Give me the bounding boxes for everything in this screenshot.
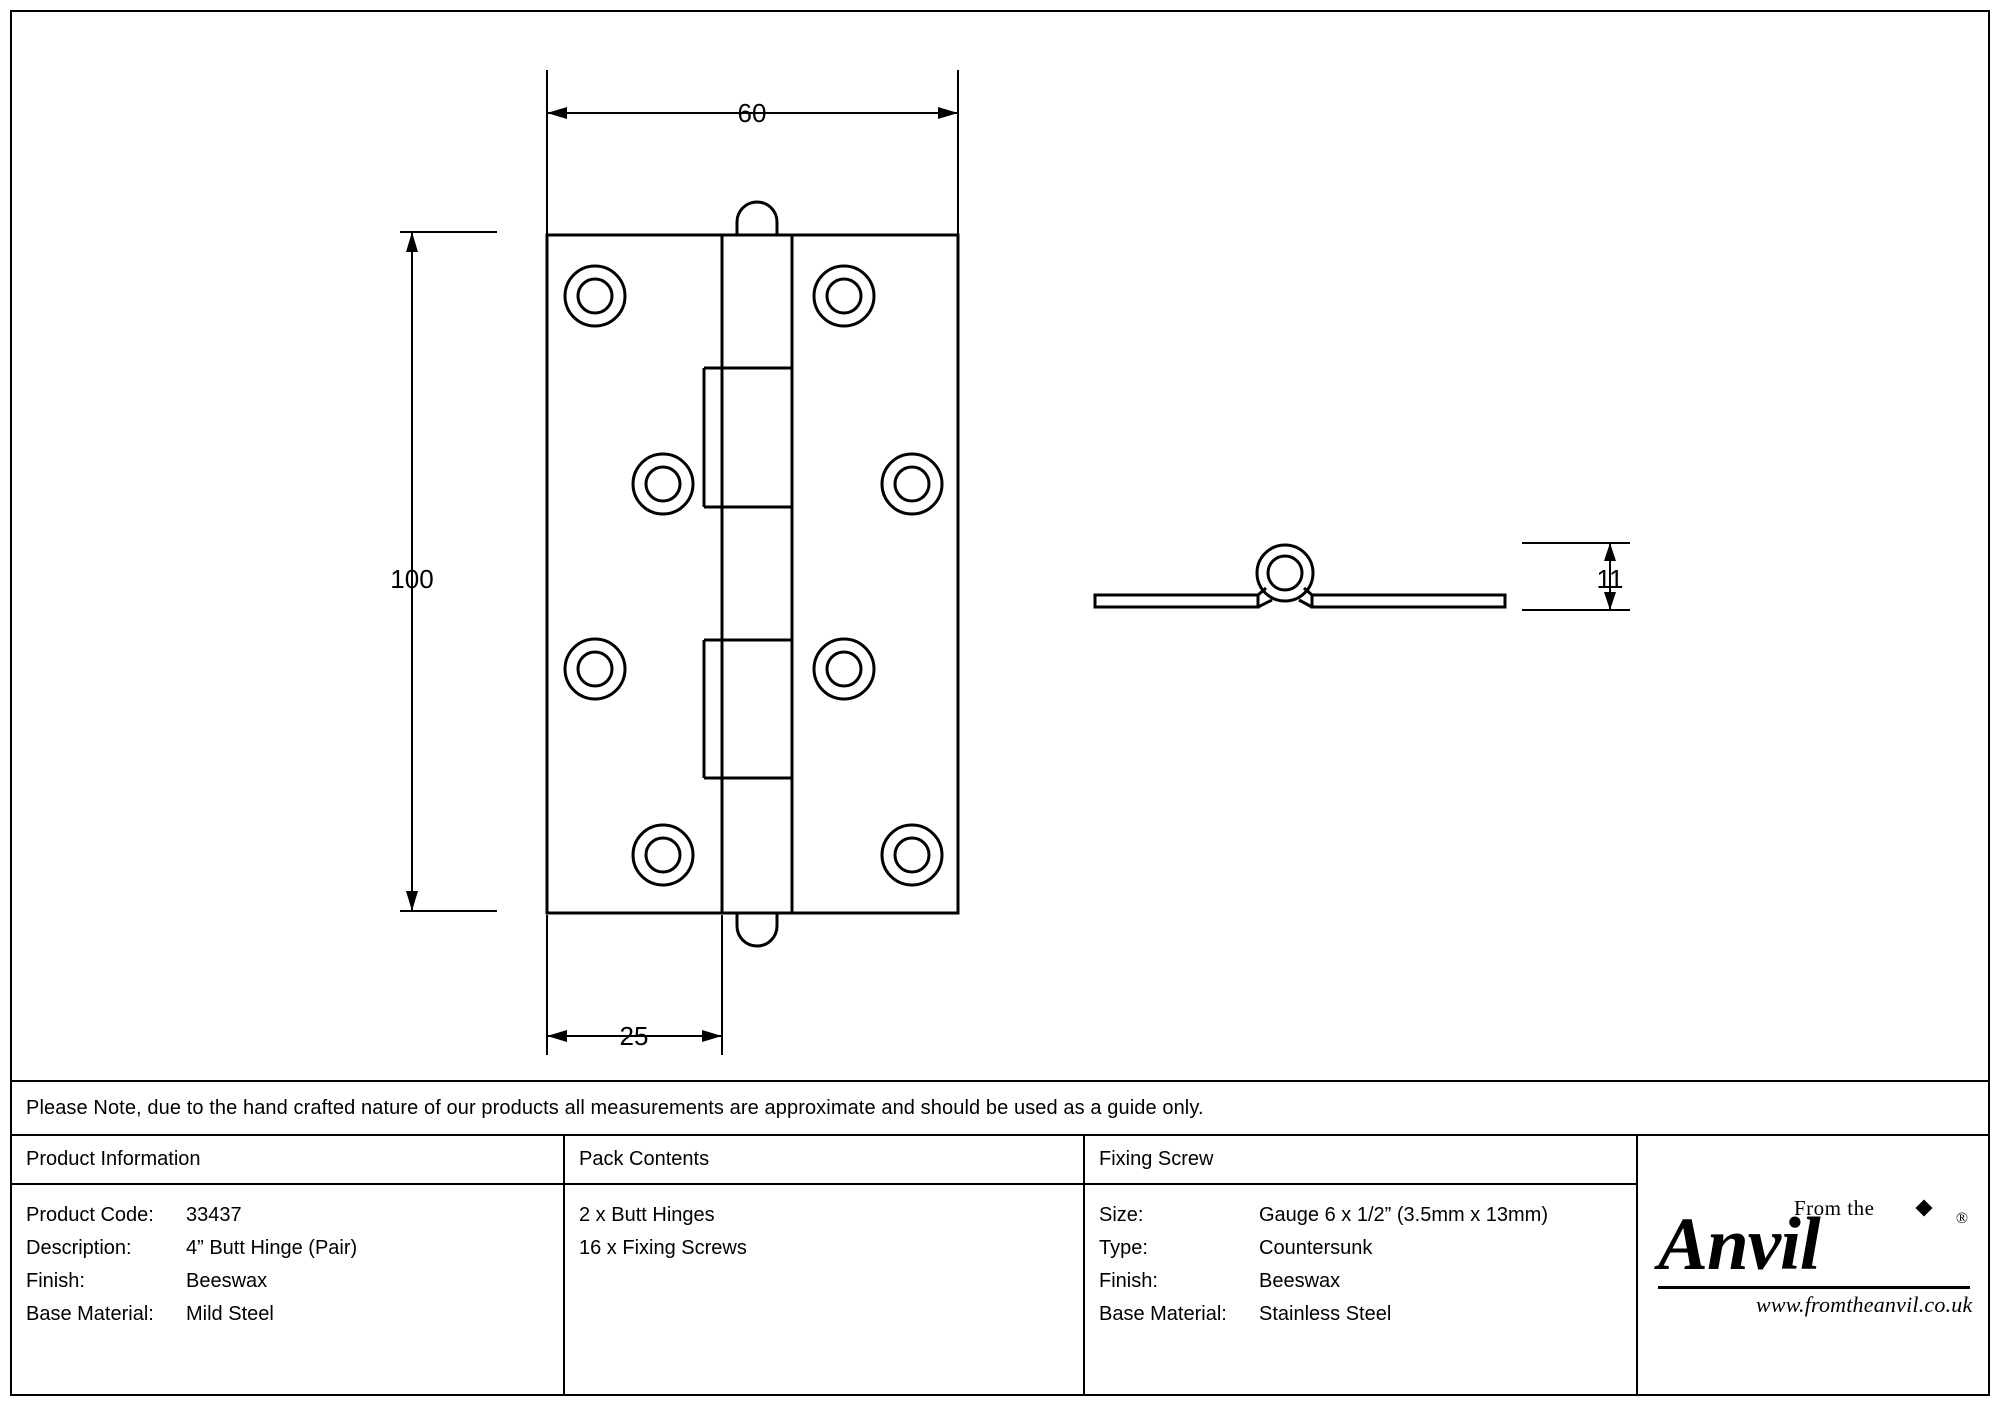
side-join-right-2 — [1299, 600, 1312, 607]
arrow-bottom-left — [547, 1030, 567, 1042]
arrow-top-right — [938, 107, 958, 119]
specification-table — [12, 1136, 1988, 1394]
table-row — [26, 1232, 563, 1265]
screw-hole-inner — [895, 838, 929, 872]
arrow-left-bottom — [406, 891, 418, 911]
pin-cap-top — [737, 202, 777, 235]
screw-size-value: Gauge 6 x 1/2” (3.5mm x 13mm) — [1259, 1204, 1548, 1226]
pin-cap-bottom — [737, 913, 777, 946]
brand-logo-column — [1638, 1136, 1988, 1394]
screw-hole-inner — [827, 279, 861, 313]
side-join-left-2 — [1258, 600, 1272, 607]
screw-hole-group-left — [565, 266, 693, 885]
product-code-value: 33437 — [186, 1204, 242, 1226]
base-material-label: Base Material: — [26, 1303, 154, 1325]
fixing-screw-column — [1085, 1136, 1638, 1394]
screw-hole-outer — [633, 454, 693, 514]
diamond-icon — [1916, 1200, 1933, 1217]
brand-logo-inner — [1656, 1188, 1972, 1338]
screw-hole-outer — [814, 266, 874, 326]
screw-hole-inner — [827, 652, 861, 686]
screw-hole-outer — [882, 825, 942, 885]
finish-label: Finish: — [26, 1270, 85, 1292]
base-material-value: Mild Steel — [186, 1303, 274, 1325]
fixing-screw-heading: Fixing Screw — [1085, 1136, 1636, 1185]
pack-contents-body — [565, 1185, 1083, 1265]
table-row — [26, 1199, 563, 1232]
hinge-drawing — [10, 10, 1990, 1080]
hinge-side-view — [1095, 545, 1505, 607]
logo-anvil-text: Anvil — [1658, 1203, 1820, 1286]
screw-type-label: Type: — [1099, 1237, 1148, 1259]
screw-base-material-label: Base Material: — [1099, 1303, 1227, 1325]
screw-hole-outer — [814, 639, 874, 699]
arrow-bottom-right — [702, 1030, 722, 1042]
dim-label-depth: 25 — [619, 1021, 649, 1051]
screw-base-material-value: Stainless Steel — [1259, 1303, 1392, 1325]
logo-website-url: www.fromtheanvil.co.uk — [1756, 1292, 1973, 1317]
table-row — [1099, 1232, 1636, 1265]
screw-hole-outer — [565, 266, 625, 326]
screw-type-value: Countersunk — [1259, 1237, 1373, 1259]
screw-hole-outer — [565, 639, 625, 699]
arrow-left-top — [406, 232, 418, 252]
side-leaf-right — [1312, 595, 1505, 607]
hinge-plate-outline — [547, 235, 958, 913]
dim-label-height: 100 — [390, 564, 434, 594]
screw-hole-outer — [633, 825, 693, 885]
arrow-right-top — [1604, 543, 1616, 561]
list-item: 2 x Butt Hinges — [579, 1204, 715, 1226]
brand-logo — [1638, 1136, 1988, 1394]
screw-hole-group-right — [814, 266, 942, 885]
screw-finish-value: Beeswax — [1259, 1270, 1341, 1292]
hinge-drawing-svg — [10, 10, 1990, 1080]
side-knuckle-outer — [1257, 545, 1313, 601]
screw-finish-label: Finish: — [1099, 1270, 1158, 1292]
screw-hole-inner — [578, 279, 612, 313]
arrow-right-bottom — [1604, 592, 1616, 610]
product-information-column — [12, 1136, 565, 1394]
screw-hole-outer — [882, 454, 942, 514]
arrow-top-left — [547, 107, 567, 119]
description-label: Description: — [26, 1237, 132, 1259]
screw-hole-inner — [578, 652, 612, 686]
dim-label-thickness: 11 — [1596, 564, 1624, 594]
table-row — [1099, 1199, 1636, 1232]
table-row — [1099, 1298, 1636, 1331]
registered-trademark-icon: ® — [1955, 1210, 1968, 1227]
table-row — [26, 1298, 563, 1331]
pack-contents-heading: Pack Contents — [565, 1136, 1083, 1185]
pack-contents-column — [565, 1136, 1085, 1394]
description-value: 4” Butt Hinge (Pair) — [186, 1237, 358, 1259]
table-row — [26, 1265, 563, 1298]
screw-size-label: Size: — [1099, 1204, 1144, 1226]
side-knuckle-inner — [1268, 556, 1302, 590]
fixing-screw-body — [1085, 1185, 1636, 1331]
screw-hole-inner — [646, 467, 680, 501]
table-row — [1099, 1265, 1636, 1298]
measurement-note-row — [12, 1080, 1988, 1136]
screw-hole-inner — [646, 838, 680, 872]
list-item: 16 x Fixing Screws — [579, 1237, 747, 1259]
screw-hole-inner — [895, 467, 929, 501]
measurement-note-text: Please Note, due to the hand crafted nature of our products all measurements are approximate and should be used as a guide only. — [26, 1096, 1204, 1119]
logo-divider — [1658, 1286, 1970, 1289]
logo-from-the-text: From the — [1794, 1196, 1875, 1220]
product-information-body — [12, 1185, 563, 1331]
product-information-heading: Product Information — [12, 1136, 563, 1185]
product-code-label: Product Code: — [26, 1204, 154, 1226]
finish-value: Beeswax — [186, 1270, 268, 1292]
side-leaf-left — [1095, 595, 1258, 607]
dim-label-width: 60 — [737, 98, 767, 128]
